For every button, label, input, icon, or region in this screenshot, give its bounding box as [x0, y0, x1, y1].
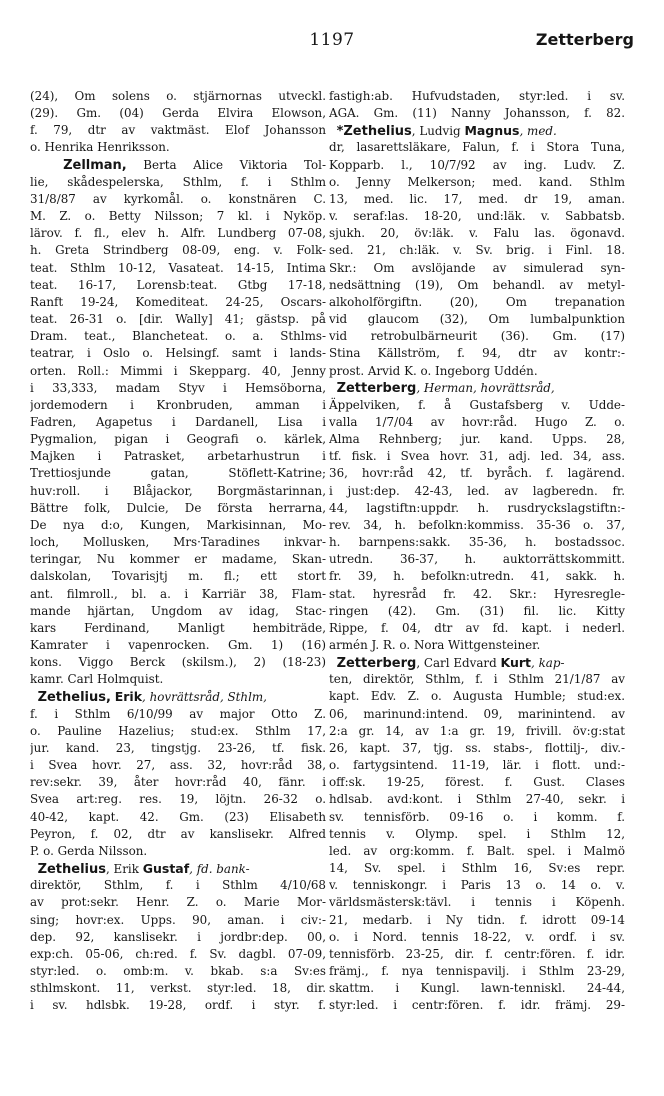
text-line: 26, kapt. 37, tjg. ss. stabs-, flottilj-, div.-	[329, 740, 625, 755]
text-line: o. Henrika Henriksson.	[30, 140, 170, 155]
text-line: teat. Sthlm 10-12, Vasateat. 14-15, Intima	[30, 260, 326, 275]
text-line: vid glaucom (32), Om lumbalpunktion	[329, 312, 625, 327]
text-line: ant. filmroll., bl. a. i Karriär 38, Flam-	[30, 586, 326, 601]
entry-heading-zethelius-erik	[30, 688, 326, 705]
text-line: kamr. Carl Holmquist.	[30, 672, 164, 687]
text-line: Fadren, Agapetus i Dardanell, Lisa i	[30, 414, 326, 429]
text-line: 06, marinund:intend. 09, marinintend. av	[329, 706, 625, 721]
text-line: teat. 16-17, Lorensb:teat. Gtbg 17-18,	[30, 277, 326, 292]
text-line: Skr.: Om avslöjande av simulerad syn-	[329, 260, 625, 275]
entry-title: , med.	[519, 124, 557, 139]
text-line: o. fartygsintend. 11-19, lär. i flott. und:-	[329, 758, 625, 773]
text-line: h. barnpens:sakk. 35-36, h. bostadssoc.	[329, 535, 625, 550]
text-line: Rippe, f. 04, dtr av fd. kapt. i nederl.	[329, 620, 625, 635]
text-line: styr:led. o. omb:m. v. bkab. s:a Sv:es	[30, 963, 326, 978]
text-line: tennisförb. 23-25, dir. f. centr:fören. f. idr.	[329, 946, 625, 961]
text-line: v. tenniskongr. i Paris 13 o. 14 o. v.	[329, 878, 625, 893]
text-line: f. i Sthlm 6/10/99 av major Otto Z.	[30, 706, 326, 721]
text-line: 44, lagstiftn:uppdr. h. rusdryckslagstiftn:-	[329, 500, 625, 515]
entry-surname: Zetterberg	[336, 380, 417, 396]
text-line: i 33,333, madam Styv i Hemsöborna,	[30, 380, 326, 395]
text-line: 2:a gr. 14, av 1:a gr. 19, frivill. öv:g:stat	[329, 723, 625, 738]
text-line: lie, skådespelerska, Sthlm, f. i Sthlm	[30, 174, 326, 189]
text-line: teatrar, i Oslo o. Helsingf. samt i lands-	[30, 346, 326, 361]
text-line: Kopparb. l., 10/7/92 av ing. Ludv. Z.	[329, 157, 625, 172]
text-line: sthlmskont. 11, verkst. styr:led. 18, dir.	[30, 981, 326, 996]
left-column	[30, 88, 326, 1014]
text-line: främj., f. nya tennispavilj. i Sthlm 23-29,	[329, 963, 625, 978]
text-line: jur. kand. 23, tingstjg. 23-26, tf. fisk.	[30, 740, 326, 755]
text-line: Berta Alice Viktoria Tol-	[143, 157, 326, 172]
text-line: dr, lasarettsläkare, Falun, f. i Stora Tuna,	[329, 140, 625, 155]
text-line: lärov. f. fl., elev h. Alfr. Lundberg 07-08,	[30, 226, 326, 241]
entry-heading-zetterberg-carl	[329, 654, 625, 671]
text-line: jordemodern i Kronbruden, amman i	[30, 397, 326, 412]
text-line: i just:dep. 42-43, led. av lagberedn. fr.	[329, 483, 625, 498]
text-line: ten, direktör, Sthlm, f. i Sthlm 21/1/87 av	[329, 672, 625, 687]
text-line: Alma Rehnberg; jur. kand. Upps. 28,	[329, 432, 625, 447]
text-line: tf. fisk. i Svea hovr. 31, adj. led. 34, ass.	[329, 449, 625, 464]
text-line: , Erik	[106, 862, 143, 877]
text-line: hdlsab. avd:kont. i Sthlm 27-40, sekr. i	[329, 792, 625, 807]
text-line: Bättre folk, Dulcie, De första herrarna,	[30, 500, 326, 515]
text-line: Äppelviken, f. å Gustafsberg v. Udde-	[329, 397, 625, 412]
text-line: sjukh. 20, öv:läk. v. Falu las. ögonavd.	[329, 226, 625, 241]
text-line: rev. 34, h. befolkn:kommiss. 35-36 o. 37,	[329, 517, 625, 532]
text-line: , Ludvig	[411, 124, 465, 139]
entry-given-name: Magnus	[464, 123, 520, 139]
text-line: v. seraf:las. 18-20, und:läk. v. Sabbatsb.	[329, 209, 625, 224]
text-line: , Herman, hovrättsråd,	[416, 380, 555, 395]
text-line: kars Ferdinand, Manligt hembiträde,	[30, 620, 326, 635]
text-line: prost. Arvid K. o. Ingeborg Uddén.	[329, 363, 538, 378]
text-line: av prot:sekr. Henr. Z. o. Marie Mor-	[30, 895, 326, 910]
entry-heading-zethelius-gustaf	[30, 860, 326, 877]
text-line: 13, med. lic. 17, med. dr 19, aman.	[329, 191, 625, 206]
text-line: stat. hyresråd fr. 42. Skr.: Hyresregle-	[329, 586, 625, 601]
entry-given-name: Erik	[114, 689, 143, 705]
entry-surname: *Zethelius	[336, 124, 412, 140]
text-line: sv. tennisförb. 09-16 o. i komm. f.	[329, 809, 625, 824]
text-line: sed. 21, ch:läk. v. Sv. brig. i Finl. 18.	[329, 243, 625, 258]
text-line: o. i Nord. tennis 18-22, v. ordf. i sv.	[329, 929, 625, 944]
text-line: nedsättning (19), Om behandl. av metyl-	[329, 277, 625, 292]
text-line: Pygmalion, pigan i Geografi o. kärlek,	[30, 432, 326, 447]
text-line: fr. 39, h. befolkn:utredn. 41, sakk. h.	[329, 569, 625, 584]
text-line: De nya d:o, Kungen, Markisinnan, Mo-	[30, 517, 326, 532]
text-line: vid retrobulbärneurit (36). Gm. (17)	[329, 329, 625, 344]
text-line: h. Greta Strindberg 08-09, eng. v. Folk-	[30, 243, 326, 258]
text-line: M. Z. o. Betty Nilsson; 7 kl. i Nyköp.	[30, 209, 326, 224]
text-line: armén J. R. o. Nora Wittgensteiner.	[329, 638, 541, 652]
text-line: Peyron, f. 02, dtr av kanslisekr. Alfred	[30, 826, 326, 841]
text-line: teat. 26-31 o. [dir. Wally] 41; gästsp. på	[30, 312, 326, 327]
text-line: P. o. Gerda Nilsson.	[30, 843, 148, 858]
entry-surname: Zethelius,	[37, 690, 111, 706]
text-line: Majken i Patrasket, arbetarhustrun i	[30, 449, 326, 464]
running-head: Zetterberg	[535, 30, 634, 49]
text-line: (24), Om solens o. stjärnornas utveckl.	[30, 89, 326, 103]
text-line: dep. 92, kanslisekr. i jordbr:dep. 00,	[30, 929, 326, 944]
text-line: i sv. hdlsbk. 19-28, ordf. i styr. f.	[30, 998, 326, 1013]
text-line: skattm. i Kungl. lawn-tenniskl. 24-44,	[329, 981, 625, 996]
text-line: fastigh:ab. Hufvudstaden, styr:led. i sv.	[329, 89, 625, 103]
text-line: led. av org:komm. f. Balt. spel. i Malmö	[329, 843, 625, 858]
text-line	[30, 174, 326, 191]
text-line: (29). Gm. (04) Gerda Elvira Elowson,	[30, 106, 326, 121]
text-line: off:sk. 19-25, förest. f. Gust. Clases	[329, 775, 625, 790]
text-line: direktör, Sthlm, f. i Sthlm 4/10/68	[30, 878, 326, 893]
entry-heading-zellman	[30, 157, 326, 174]
text-line: o. Pauline Hazelius; stud:ex. Sthlm 17,	[30, 723, 326, 738]
text-line: o. Jenny Melkerson; med. kand. Sthlm	[329, 174, 625, 189]
text-line: 40-42, kapt. 42. Gm. (23) Elisabeth	[30, 809, 326, 824]
text-line: kapt. Edv. Z. o. Augusta Humble; stud:ex.	[329, 689, 625, 704]
entry-given-name: Gustaf	[142, 861, 190, 877]
entry-heading-zetterberg-herman	[329, 380, 625, 397]
text-line: Trettiosjunde gatan, Stöflett-Katrine;	[30, 466, 326, 481]
text-line: kons. Viggo Berck (skilsm.), 2) (18-23)	[30, 655, 326, 670]
text-line: styr:led. i centr:fören. f. idr. främj. 29-	[329, 998, 625, 1013]
text-line: loch, Mollusken, Mrs·Taradines inkvar-	[30, 535, 326, 550]
entry-surname: Zethelius	[37, 862, 106, 878]
text-line: dalskolan, Tovarisjtj m. fl.; ett stort	[30, 569, 326, 584]
text-line: valla 1/7/04 av hovr:råd. Hugo Z. o.	[329, 414, 625, 429]
page-number: 1197	[309, 30, 355, 50]
text-line: f. 79, dtr av vaktmäst. Elof Johansson	[30, 123, 326, 138]
entry-heading-zethelius-ludvig	[329, 122, 625, 139]
text-line: mande hjärtan, Ungdom av idag, Stac-	[30, 603, 326, 618]
entry-surname: Zellman,	[63, 157, 127, 173]
text-line: , hovrättsråd, Sthlm,	[142, 690, 267, 705]
text-line: 21, medarb. i Ny tidn. f. idrott 09-14	[329, 912, 625, 927]
text-line: Dram. teat., Blancheteat. o. a. Sthlms-	[30, 329, 326, 344]
text-line: 36, hovr:råd 42, tf. byråch. f. lagärend.	[329, 466, 625, 481]
text-line: tennis v. Olymp. spel. i Sthlm 12,	[329, 826, 625, 841]
text-line: huv:roll. i Blåjackor, Borgmästarinnan,	[30, 483, 326, 498]
text-line: exp:ch. 05-06, ch:red. f. Sv. dagbl. 07-09,	[30, 946, 326, 961]
text-line: Ranft 19-24, Komediteat. 24-25, Oscars-	[30, 294, 326, 309]
text-line: 14, Sv. spel. i Sthlm 16, Sv:es repr.	[329, 861, 625, 876]
text-line: , Carl Edvard	[416, 656, 501, 671]
text-line: AGA. Gm. (11) Nanny Johansson, f. 82.	[329, 106, 625, 121]
right-column	[329, 88, 625, 1014]
text-line: 31/8/87 av kyrkomål. o. konstnären C.	[30, 191, 326, 206]
text-line: sing; hovr:ex. Upps. 90, aman. i civ:-	[30, 912, 326, 927]
text-line: världsmästersk:tävl. i tennis i Köpenh.	[329, 895, 625, 910]
text-line: Kamrater i vapenrocken. Gm. 1) (16)	[30, 638, 326, 652]
text-line: ringen (42). Gm. (31) fil. lic. Kitty	[329, 603, 625, 618]
text-line: i Svea hovr. 27, ass. 32, hovr:råd 38,	[30, 758, 326, 773]
text-line: teringar, Nu kommer er madame, Skan-	[30, 552, 326, 567]
text-line: Stina Källström, f. 94, dtr av kontr:-	[329, 346, 625, 361]
entry-surname: Zetterberg	[336, 656, 417, 672]
text-line: alkoholförgiftn. (20), Om trepanation	[329, 294, 625, 309]
text-line: Svea art:reg. res. 19, löjtn. 26-32 o.	[30, 792, 326, 807]
entry-given-name: Kurt	[500, 655, 532, 671]
entry-title: , kap-	[531, 656, 565, 671]
text-line: utredn. 36-37, h. auktorrättskommitt.	[329, 552, 625, 567]
text-line: orten. Roll.: Mimmi i Skepparg. 40, Jenny	[30, 363, 326, 378]
entry-title: , fd. bank-	[189, 862, 250, 877]
text-line: rev:sekr. 39, åter hovr:råd 40, fänr. i	[30, 775, 326, 790]
